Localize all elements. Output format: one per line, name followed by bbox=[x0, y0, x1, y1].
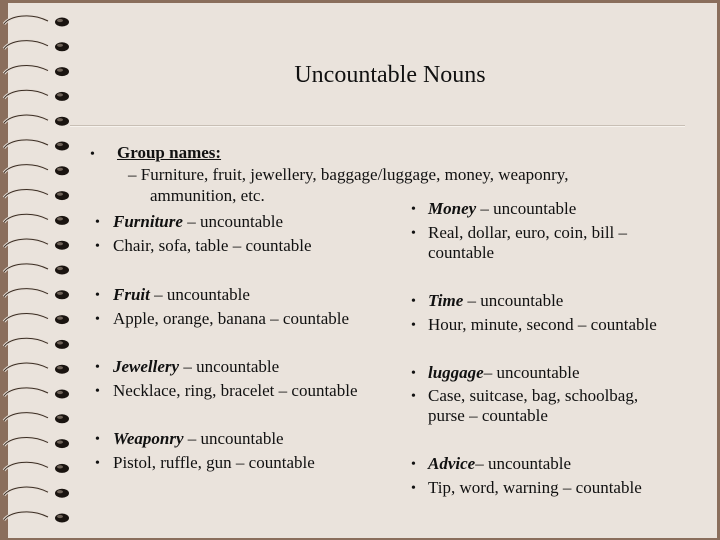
binding-hole bbox=[55, 92, 69, 101]
binding-hole-highlight bbox=[57, 267, 63, 270]
right-item-money-examples: Real, dollar, euro, coin, bill – bbox=[428, 223, 628, 242]
bullet: • bbox=[95, 432, 100, 447]
binding-hole-highlight bbox=[57, 143, 63, 146]
binding-ring bbox=[4, 214, 48, 222]
binding-hole-highlight bbox=[57, 441, 63, 444]
binding-hole bbox=[55, 142, 69, 151]
binding-hole bbox=[55, 464, 69, 473]
binding-ring bbox=[4, 338, 48, 346]
binding-ring bbox=[4, 165, 48, 173]
bullet: • bbox=[411, 366, 416, 381]
binding-hole-highlight bbox=[57, 19, 63, 22]
bullet: • bbox=[411, 457, 416, 472]
binding-hole-highlight bbox=[57, 515, 63, 518]
binding-ring bbox=[4, 115, 48, 123]
left-item-weaponry: Weaponry – uncountable bbox=[113, 429, 284, 448]
left-item-fruit-examples: Apple, orange, banana – countable bbox=[113, 309, 350, 328]
group-list: – Furniture, fruit, jewellery, baggage/luggage, money, weaponry, bbox=[128, 165, 569, 184]
bullet: • bbox=[411, 202, 416, 217]
binding-hole bbox=[55, 315, 69, 324]
binding-hole bbox=[55, 18, 69, 27]
binding-hole-highlight bbox=[57, 366, 63, 369]
bullet: • bbox=[411, 226, 416, 241]
binding-hole bbox=[55, 166, 69, 175]
left-item-jewellery-examples: Necklace, ring, bracelet – countable bbox=[113, 381, 358, 400]
binding-hole-highlight bbox=[57, 44, 63, 47]
binding-hole bbox=[55, 241, 69, 250]
binding-ring bbox=[4, 512, 48, 520]
binding-hole-highlight bbox=[57, 193, 63, 196]
binding-hole bbox=[55, 365, 69, 374]
bullet: • bbox=[411, 318, 416, 333]
binding-hole bbox=[55, 266, 69, 275]
left-item-jewellery: Jewellery – uncountable bbox=[113, 357, 280, 376]
bullet: • bbox=[95, 360, 100, 375]
right-item-time-examples: Hour, minute, second – countable bbox=[428, 315, 657, 334]
binding-ring bbox=[4, 189, 48, 197]
binding-hole bbox=[55, 514, 69, 523]
bullet: • bbox=[95, 384, 100, 399]
binding-ring bbox=[4, 462, 48, 470]
bullet: • bbox=[90, 147, 95, 162]
binding-hole-highlight bbox=[57, 168, 63, 171]
binding-hole bbox=[55, 117, 69, 126]
binding-ring bbox=[4, 41, 48, 49]
binding-ring bbox=[4, 16, 48, 24]
binding-hole-highlight bbox=[57, 93, 63, 96]
left-item-fruit: Fruit – uncountable bbox=[113, 285, 250, 304]
bullet: • bbox=[411, 389, 416, 404]
right-item-time: Time – uncountable bbox=[428, 291, 564, 310]
binding-ring bbox=[4, 313, 48, 321]
binding-ring bbox=[4, 239, 48, 247]
binding-ring bbox=[4, 289, 48, 297]
binding-ring bbox=[4, 90, 48, 98]
binding-ring bbox=[4, 413, 48, 421]
binding-hole-highlight bbox=[57, 242, 63, 245]
binding-hole-highlight bbox=[57, 490, 63, 493]
binding-hole-highlight bbox=[57, 391, 63, 394]
binding-hole-highlight bbox=[57, 416, 63, 419]
binding-hole-highlight bbox=[57, 317, 63, 320]
binding-hole bbox=[55, 216, 69, 225]
binding-hole-highlight bbox=[57, 118, 63, 121]
binding-hole-highlight bbox=[57, 292, 63, 295]
binding-hole-highlight bbox=[57, 341, 63, 344]
group-label: Group names: bbox=[117, 143, 222, 162]
binding-hole-highlight bbox=[57, 217, 63, 220]
bullet: • bbox=[95, 312, 100, 327]
right-item-luggage-examples: Case, suitcase, bag, schoolbag, bbox=[428, 386, 639, 405]
binding-hole bbox=[55, 439, 69, 448]
bullet: • bbox=[411, 294, 416, 309]
binding-ring bbox=[4, 140, 48, 148]
bullet: • bbox=[95, 288, 100, 303]
binding-ring bbox=[4, 363, 48, 371]
binding-hole bbox=[55, 489, 69, 498]
binding-ring bbox=[4, 388, 48, 396]
left-item-furniture-examples: Chair, sofa, table – countable bbox=[113, 236, 312, 255]
right-item-money: Money – uncountable bbox=[428, 199, 577, 218]
right-item-luggage: luggage– uncountable bbox=[428, 363, 580, 382]
right-item-advice-examples: Tip, word, warning – countable bbox=[428, 478, 642, 497]
title-divider bbox=[70, 125, 685, 127]
binding-ring bbox=[4, 264, 48, 272]
bullet: • bbox=[95, 456, 100, 471]
binding-ring bbox=[4, 437, 48, 445]
binding-ring bbox=[4, 487, 48, 495]
right-item-advice: Advice– uncountable bbox=[428, 454, 572, 473]
binding-hole bbox=[55, 191, 69, 200]
binding-hole bbox=[55, 390, 69, 399]
left-item-weaponry-examples: Pistol, ruffle, gun – countable bbox=[113, 453, 315, 472]
bullet: • bbox=[95, 239, 100, 254]
binding-hole bbox=[55, 414, 69, 423]
binding-hole bbox=[55, 42, 69, 51]
right-item-money-examples-cont: countable bbox=[428, 243, 495, 262]
binding-ring bbox=[4, 65, 48, 73]
binding-hole bbox=[55, 290, 69, 299]
right-item-luggage-examples-cont: purse – countable bbox=[428, 406, 548, 425]
bullet: • bbox=[411, 481, 416, 496]
slide-title: Uncountable Nouns bbox=[294, 62, 486, 88]
binding-hole-highlight bbox=[57, 465, 63, 468]
bullet: • bbox=[95, 215, 100, 230]
group-list-cont: ammunition, etc. bbox=[150, 186, 265, 205]
binding-hole bbox=[55, 340, 69, 349]
left-item-furniture: Furniture – uncountable bbox=[113, 212, 284, 231]
